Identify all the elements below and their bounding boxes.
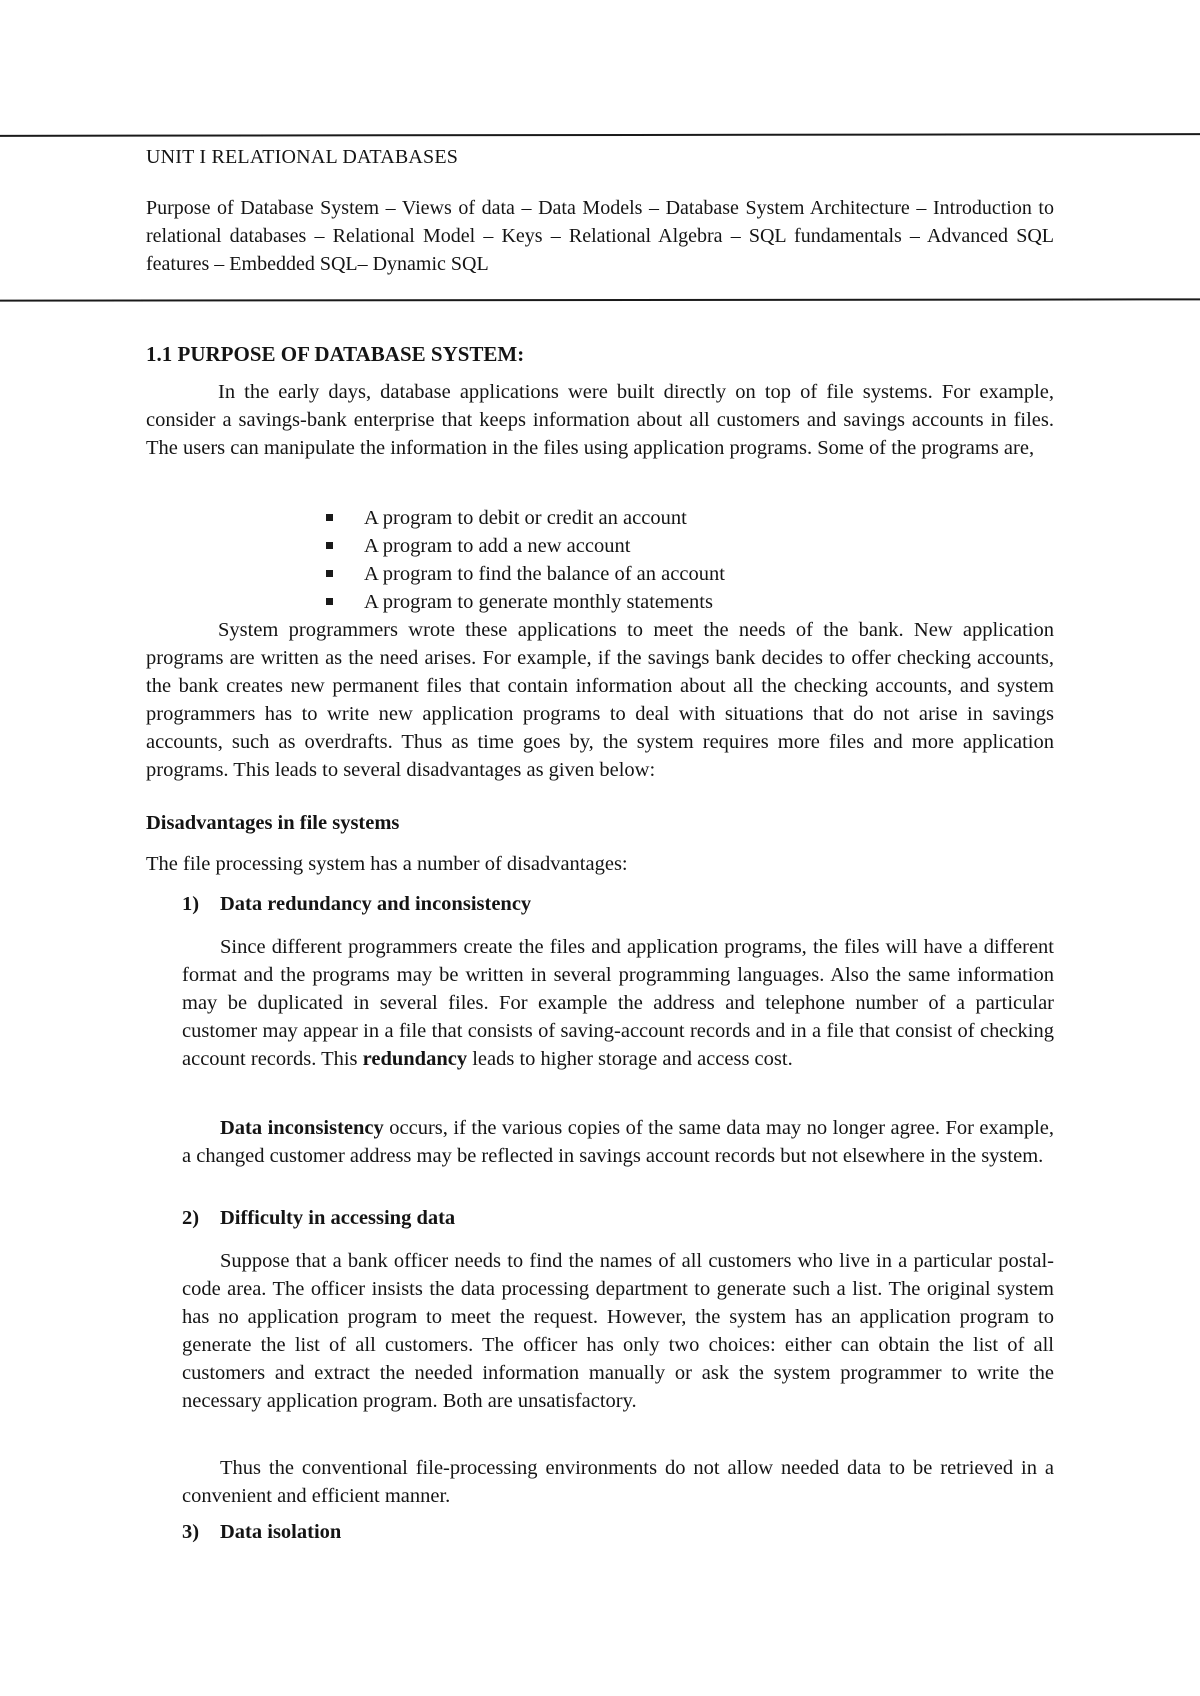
access-paragraph: Suppose that a bank officer needs to find the names of all customers who live in a particular postal-code area. The officer insists the data processing department to generate such a list. The original system has no application program to meet the request. However, the system has an application program to generate the list of all customers. The officer has only two choices: either can obtain the list of all customers and extract the needed information manually or ask the system programmer to write the necessary application program. Both are unsatisfactory. <box>182 1250 1054 1412</box>
inconsistency-term: Data inconsistency <box>220 1117 384 1139</box>
item-title: Data isolation <box>220 1521 342 1543</box>
redundancy-paragraph <box>182 933 1054 1073</box>
item-number: 1) <box>182 893 200 915</box>
disadvantages-intro: The file processing system has a number of disadvantages: <box>146 853 628 875</box>
disadvantages-heading: Disadvantages in file systems <box>146 812 400 834</box>
intro-paragraph: In the early days, database applications were built directly on top of file systems. For example, consider a savings-bank enterprise that keeps information about all customers and savings accounts in files. The users can manipulate the information in the files using application programs. Some of the programs are, <box>146 381 1054 459</box>
list-item-text: A program to generate monthly statements <box>364 591 713 613</box>
redundancy-term: redundancy <box>362 1048 468 1070</box>
section-title: 1.1 PURPOSE OF DATABASE SYSTEM: <box>146 342 525 366</box>
list-item-text: A program to debit or credit an account <box>364 507 687 529</box>
access-conclusion: Thus the conventional file-processing environments do not allow needed data to be retrieved in a convenient and efficient manner. <box>182 1457 1054 1507</box>
item-heading-2 <box>182 1207 455 1230</box>
header-bottom-rule <box>0 298 1200 301</box>
item-title: Difficulty in accessing data <box>220 1207 456 1229</box>
list-item <box>326 588 725 616</box>
item-number: 3) <box>182 1521 200 1543</box>
item-title: Data redundancy and inconsistency <box>220 893 532 915</box>
square-bullet-icon <box>326 598 333 605</box>
list-item-text: A program to add a new account <box>364 535 631 557</box>
header-top-rule <box>0 133 1200 137</box>
redundancy-text: Since different programmers create the files and application programs, the files will have a different format and the programs may be written in several programming languages. Also the same information may be duplicated in several files. For example the address and telephone number of a particular customer may appear in a file that consists of saving-account records and in a file that consist of checking account records. This <box>182 936 1054 1070</box>
square-bullet-icon <box>326 514 333 521</box>
inconsistency-text: occurs, if the various copies of the same data may no longer agree. For example, a changed customer address may be reflected in savings account records but not elsewhere in the system. <box>182 1117 1054 1167</box>
list-item <box>326 504 725 532</box>
redundancy-tail: leads to higher storage and access cost. <box>467 1048 793 1070</box>
item-number: 2) <box>182 1207 200 1229</box>
list-item-text: A program to find the balance of an account <box>364 563 725 585</box>
unit-title: UNIT I RELATIONAL DATABASES <box>146 146 459 168</box>
inconsistency-paragraph <box>182 1114 1054 1170</box>
program-list <box>326 504 725 616</box>
square-bullet-icon <box>326 570 333 577</box>
growth-paragraph: System programmers wrote these applications to meet the needs of the bank. New application programs are written as the need arises. For example, if the savings bank decides to offer checking accounts, the bank creates new permanent files that contain information about all the checking accounts, and system programmers has to write new application programs to deal with situations that do not arise in savings accounts, such as overdrafts. Thus as time goes by, the system requires more files and more application programs. This leads to several disadvantages as given below: <box>146 619 1054 781</box>
list-item <box>326 560 725 588</box>
item-heading-1 <box>182 893 531 916</box>
syllabus-topics: Purpose of Database System – Views of data – Data Models – Database System Architecture – Introduction to relational databases – Relational Model – Keys – Relational Algebra – SQL fundamentals – Advanced SQL features – Embedded SQL– Dynamic SQL <box>146 197 1054 275</box>
item-heading-3 <box>182 1521 341 1544</box>
list-item <box>326 532 725 560</box>
square-bullet-icon <box>326 542 333 549</box>
